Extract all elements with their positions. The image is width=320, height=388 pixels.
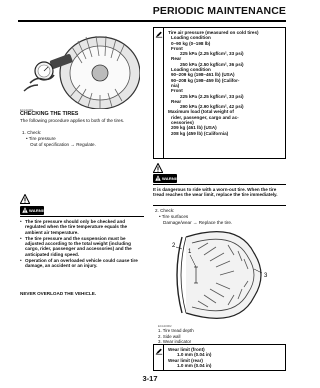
warning-badge-right — [153, 174, 183, 183]
figure-code: ECA10001 — [20, 108, 34, 112]
warning-label: WARNING — [29, 208, 50, 214]
warning-icon — [22, 207, 28, 213]
step-2-item: • Tire surfaces — [159, 214, 189, 219]
legend-item: 2. Side wall — [158, 333, 181, 339]
spec-line: Maximum load (total weight of — [168, 109, 234, 115]
spec-line: 90–208 kg (198–459 lb) (Califor- — [171, 77, 240, 83]
tire-pressure-spec-box — [153, 27, 286, 159]
intro-text: The following procedure applies to both of the tires. — [20, 118, 125, 123]
warning-item: • The tire pressure and the suspension must be adjusted according to the total weight (including cargo, rider, passenger and accessories) and the anticipated riding speed. — [20, 236, 144, 258]
warning-item: • The tire pressure should only be checked and regulated when the tire temperature equals the ambient air temperature. — [20, 219, 144, 235]
spec-line: 225 kPa (2.25 kgf/cm², 33 psi) — [180, 93, 244, 99]
page-number: 3-17 — [142, 374, 158, 383]
step-1-label: 1. Check: — [22, 130, 42, 135]
spec-line: Rear — [171, 56, 182, 62]
spec-line: 225 kPa (2.25 kgf/cm², 33 psi) — [180, 51, 244, 57]
specification-icon — [155, 347, 163, 355]
spec-line: Loading condition — [171, 67, 211, 73]
warning-item: • Operation of an overloaded vehicle could cause tire damage, an accident or an injury. — [20, 258, 144, 269]
warning-badge-left — [20, 206, 50, 215]
callout-2: 2 — [172, 243, 176, 249]
spec-line: Rear — [171, 98, 182, 104]
step-1-note: Out of specification → Regulate. — [30, 142, 96, 147]
warning-rule-right-bottom — [153, 205, 286, 206]
warning-icon — [155, 175, 161, 181]
wear-line: 1.0 mm (0.04 in) — [177, 362, 212, 368]
spec-line: 209 kg (461 lb) (USA) — [171, 125, 217, 131]
diagram-legend — [158, 328, 194, 345]
step-1-item: • Tire pressure — [26, 136, 56, 141]
wear-line: 1.0 mm (0.04 in) — [177, 352, 212, 358]
spec-box-content — [168, 30, 283, 136]
callout-3: 3 — [264, 273, 268, 279]
spec-line: 250 kPa (2.50 kgf/cm², 36 psi) — [180, 61, 244, 67]
step-2-label: 2. Check: — [155, 208, 175, 213]
legend-item: 3. Wear indicator — [158, 339, 192, 345]
specification-icon — [155, 30, 163, 38]
figure-code: ECA10002 — [158, 324, 172, 328]
legend-item: 1. Tire tread depth — [158, 328, 194, 333]
never-overload-text: NEVER OVERLOAD THE VEHICLE. — [20, 291, 97, 296]
spec-line: rider, passenger, cargo and ac- — [171, 114, 239, 120]
spec-line: Tire air pressure (measured on cold tires) — [168, 30, 259, 35]
worn-tire-warning-text: It is dangerous to ride with a worn-out tire. When the tire tread reaches the wear limit, replace the tire immediately. — [153, 187, 278, 198]
warning-rule-right — [153, 184, 286, 185]
wear-line: Wear limit (front) — [168, 347, 205, 352]
page-header-title: PERIODIC MAINTENANCE — [152, 5, 286, 17]
wear-line: Wear limit (rear) — [168, 357, 203, 363]
wear-box-content — [168, 347, 283, 368]
warning-rule-left — [20, 216, 144, 217]
spec-line: 208 kg (459 lb) (California) — [171, 130, 229, 136]
spec-line: 0–90 kg (0–198 lb) — [171, 40, 211, 46]
tire-pressure-gauge-illustration — [20, 27, 140, 109]
warning-triangle-icon — [153, 163, 163, 173]
spec-icon-stripe — [154, 345, 164, 370]
tire-tread-diagram — [168, 225, 273, 325]
warning-label: WARNING — [162, 176, 183, 182]
spec-line: 290 kPa (2.90 kgf/cm², 42 psi) — [180, 104, 244, 110]
spec-line: cessories) — [171, 120, 194, 126]
spec-line: Front — [171, 88, 183, 94]
step-2-note: Damage/wear → Replace the tire. — [163, 220, 233, 225]
warning-triangle-icon — [20, 194, 30, 204]
header-rule — [18, 20, 286, 22]
spec-line: 90–209 kg (198–461 lb) (USA) — [171, 72, 235, 78]
callout-1: 1 — [188, 249, 192, 255]
warning-list — [20, 219, 144, 269]
section-heading: CHECKING THE TIRES — [20, 111, 79, 117]
wear-limit-spec-box — [153, 344, 286, 371]
spec-line: nia) — [171, 82, 180, 88]
spec-line: Loading condition — [171, 35, 211, 41]
spec-icon-stripe — [154, 28, 164, 158]
spec-line: Front — [171, 45, 183, 51]
